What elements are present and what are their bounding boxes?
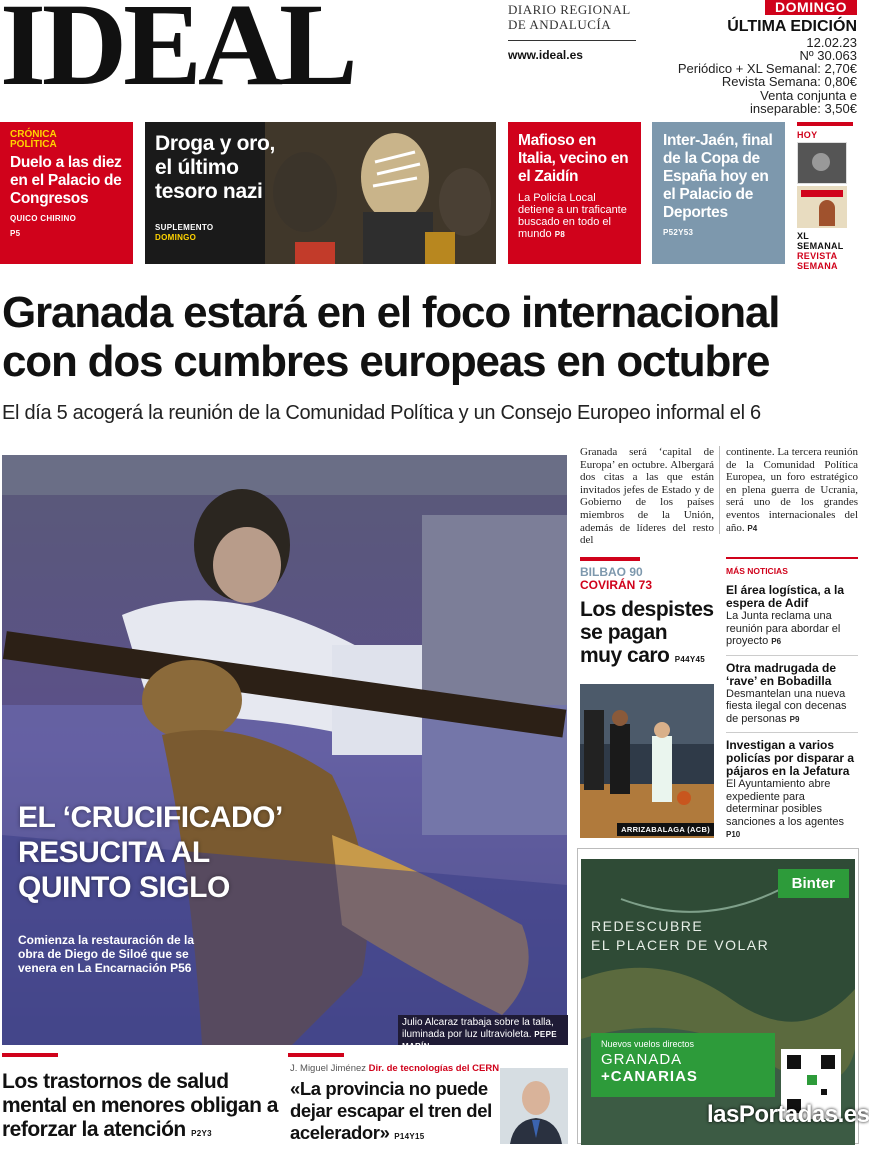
- binter-ad[interactable]: [577, 848, 869, 1144]
- promo-title: Duelo a las diez en el Palacio de Congresos: [10, 154, 122, 207]
- semana-label: SEMANA: [797, 261, 838, 271]
- main-headline[interactable]: Granada estará en el foco internacional con dos cumbres europeas en octubre: [2, 288, 780, 386]
- news-item[interactable]: Otra madrugada de ‘rave’ en Bobadilla Desmantelan una nueva fiesta ilegal con decenas de personas P9: [726, 655, 858, 727]
- section-bar: [580, 557, 640, 561]
- masthead-tagline: [508, 2, 638, 41]
- promo-page: P52Y53: [663, 228, 694, 237]
- day-badge: DOMINGO: [765, 0, 857, 15]
- mental-health-story[interactable]: Los trastornos de salud mental en menores obligan a reforzar la atención P2Y3: [2, 1070, 278, 1141]
- promo-kicker: CRÓNICA: [10, 129, 57, 140]
- watermark-text: lasPortadas.es: [707, 1101, 869, 1128]
- basketball-image: [580, 684, 714, 838]
- price-line: inseparable: 3,50€: [750, 101, 857, 116]
- news-item[interactable]: Investigan a varios policías por disparar a pájaros en la Jefatura El Ayuntamiento abre expediente para determinar posibles sanciones a los agentes P10: [726, 732, 858, 842]
- price-line: Revista Semana: 0,80€: [721, 74, 857, 89]
- xl-semanal-cover: [797, 142, 847, 184]
- newspaper-logo[interactable]: IDEAL: [0, 0, 354, 110]
- promo-kicker: POLÍTICA: [10, 139, 57, 150]
- supplement-day: DOMINGO: [155, 233, 197, 242]
- more-news-label: MÁS NOTICIAS: [726, 566, 788, 576]
- score-away: COVIRÁN 73: [580, 578, 653, 592]
- interview-quote: «La provincia no puede dejar escapar el tren del acelerador» P14Y15: [290, 1078, 492, 1143]
- tagline-line-1: DIARIO REGIONAL: [508, 2, 631, 17]
- website-link[interactable]: www.ideal.es: [508, 48, 583, 62]
- main-subhead: El día 5 acogerá la reunión de la Comunidad Política y un Consejo Europeo informal el 6: [2, 402, 761, 424]
- xl-label: XL: [797, 231, 810, 241]
- more-news-list: [726, 566, 858, 842]
- restoration-photo[interactable]: [2, 455, 567, 1051]
- edition-info: [657, 0, 857, 115]
- supplement-label: SUPLEMENTO: [155, 223, 214, 232]
- interview-byline: J. Miguel Jiménez Dir. de tecnologías del CERN: [290, 1063, 500, 1074]
- edition-label: ÚLTIMA EDICIÓN: [727, 18, 857, 35]
- cern-interview[interactable]: [290, 1063, 500, 1148]
- portrait-image: [500, 1068, 568, 1144]
- interviewee-portrait: [500, 1068, 568, 1144]
- photo-credit: ARRIZABALAGA (ACB): [617, 823, 714, 836]
- promo-magazines[interactable]: [797, 122, 859, 271]
- score-home: BILBAO 90: [580, 565, 643, 579]
- photo-story-text: Comienza la restauración de la obra de Diego de Siloé que se venera en La Encarnación P56: [18, 933, 195, 975]
- news-item[interactable]: El área logística, a la espera de Adif La Junta reclama una reunión para abordar el proyecto P6: [726, 583, 845, 647]
- issue-number: Nº 30.063: [799, 48, 857, 63]
- promo-futsal[interactable]: [652, 122, 785, 264]
- semana-cover: [797, 186, 847, 228]
- today-label: HOY: [797, 130, 818, 140]
- promo-page: P5: [10, 229, 21, 238]
- sport-headline: Los despistes se pagan muy caro P44Y45: [580, 598, 714, 667]
- sport-story[interactable]: [580, 566, 714, 671]
- ad-slogan: REDESCUBRE EL PLACER DE VOLAR: [591, 918, 770, 953]
- promo-byline: QUICO CHIRINO: [10, 214, 77, 223]
- price-line: Periódico + XL Semanal: 2,70€: [677, 61, 857, 76]
- revista-label: REVISTA: [797, 251, 838, 261]
- promo-mafioso[interactable]: [508, 122, 641, 264]
- binter-logo: Binter: [778, 869, 849, 898]
- lead-body-col-1: Granada será ‘capital de Europa’ en octubre. Albergará dos citas a las que están invitados jefes de Estado y de Gobierno de los países miembros de la Unión, además de líderes del resto del: [580, 446, 714, 547]
- lead-body-col-2: continente. La tercera reunión de la Comunidad Política Europea, un foro estratégico en plena guerra de Ucrania, será uno de los grandes eventos internacionales del año. P4: [726, 446, 858, 534]
- basketball-photo[interactable]: [580, 684, 714, 838]
- tagline-line-2: DE ANDALUCÍA: [508, 17, 612, 32]
- photo-caption: Julio Alcaraz trabaja sobre la talla, iluminada por luz ultravioleta. PEPE MARÍN: [398, 1015, 568, 1045]
- price-line: Venta conjunta e: [760, 88, 857, 103]
- promo-title: Droga y oro, el último tesoro nazi: [155, 132, 276, 203]
- promo-text: La Policía Local detiene a un traficante buscado en todo el mundo P8: [518, 192, 627, 240]
- nazi-treasure-illustration: [265, 122, 496, 264]
- ad-destination-box: Nuevos vuelos directos GRANADA +CANARIAS: [591, 1033, 775, 1097]
- photo-story-title[interactable]: EL ‘CRUCIFICADO’ RESUCITA AL QUINTO SIGLO: [18, 801, 283, 904]
- promo-title: Mafioso en Italia, vecino en el Zaidín: [518, 132, 629, 185]
- promo-title: Inter-Jaén, final de la Copa de España hoy en el Palacio de Deportes: [663, 132, 773, 221]
- issue-date: 12.02.23: [806, 35, 857, 50]
- promo-cronica[interactable]: [0, 122, 133, 264]
- semanal-label: SEMANAL: [797, 241, 844, 251]
- promo-suplemento[interactable]: [145, 122, 496, 264]
